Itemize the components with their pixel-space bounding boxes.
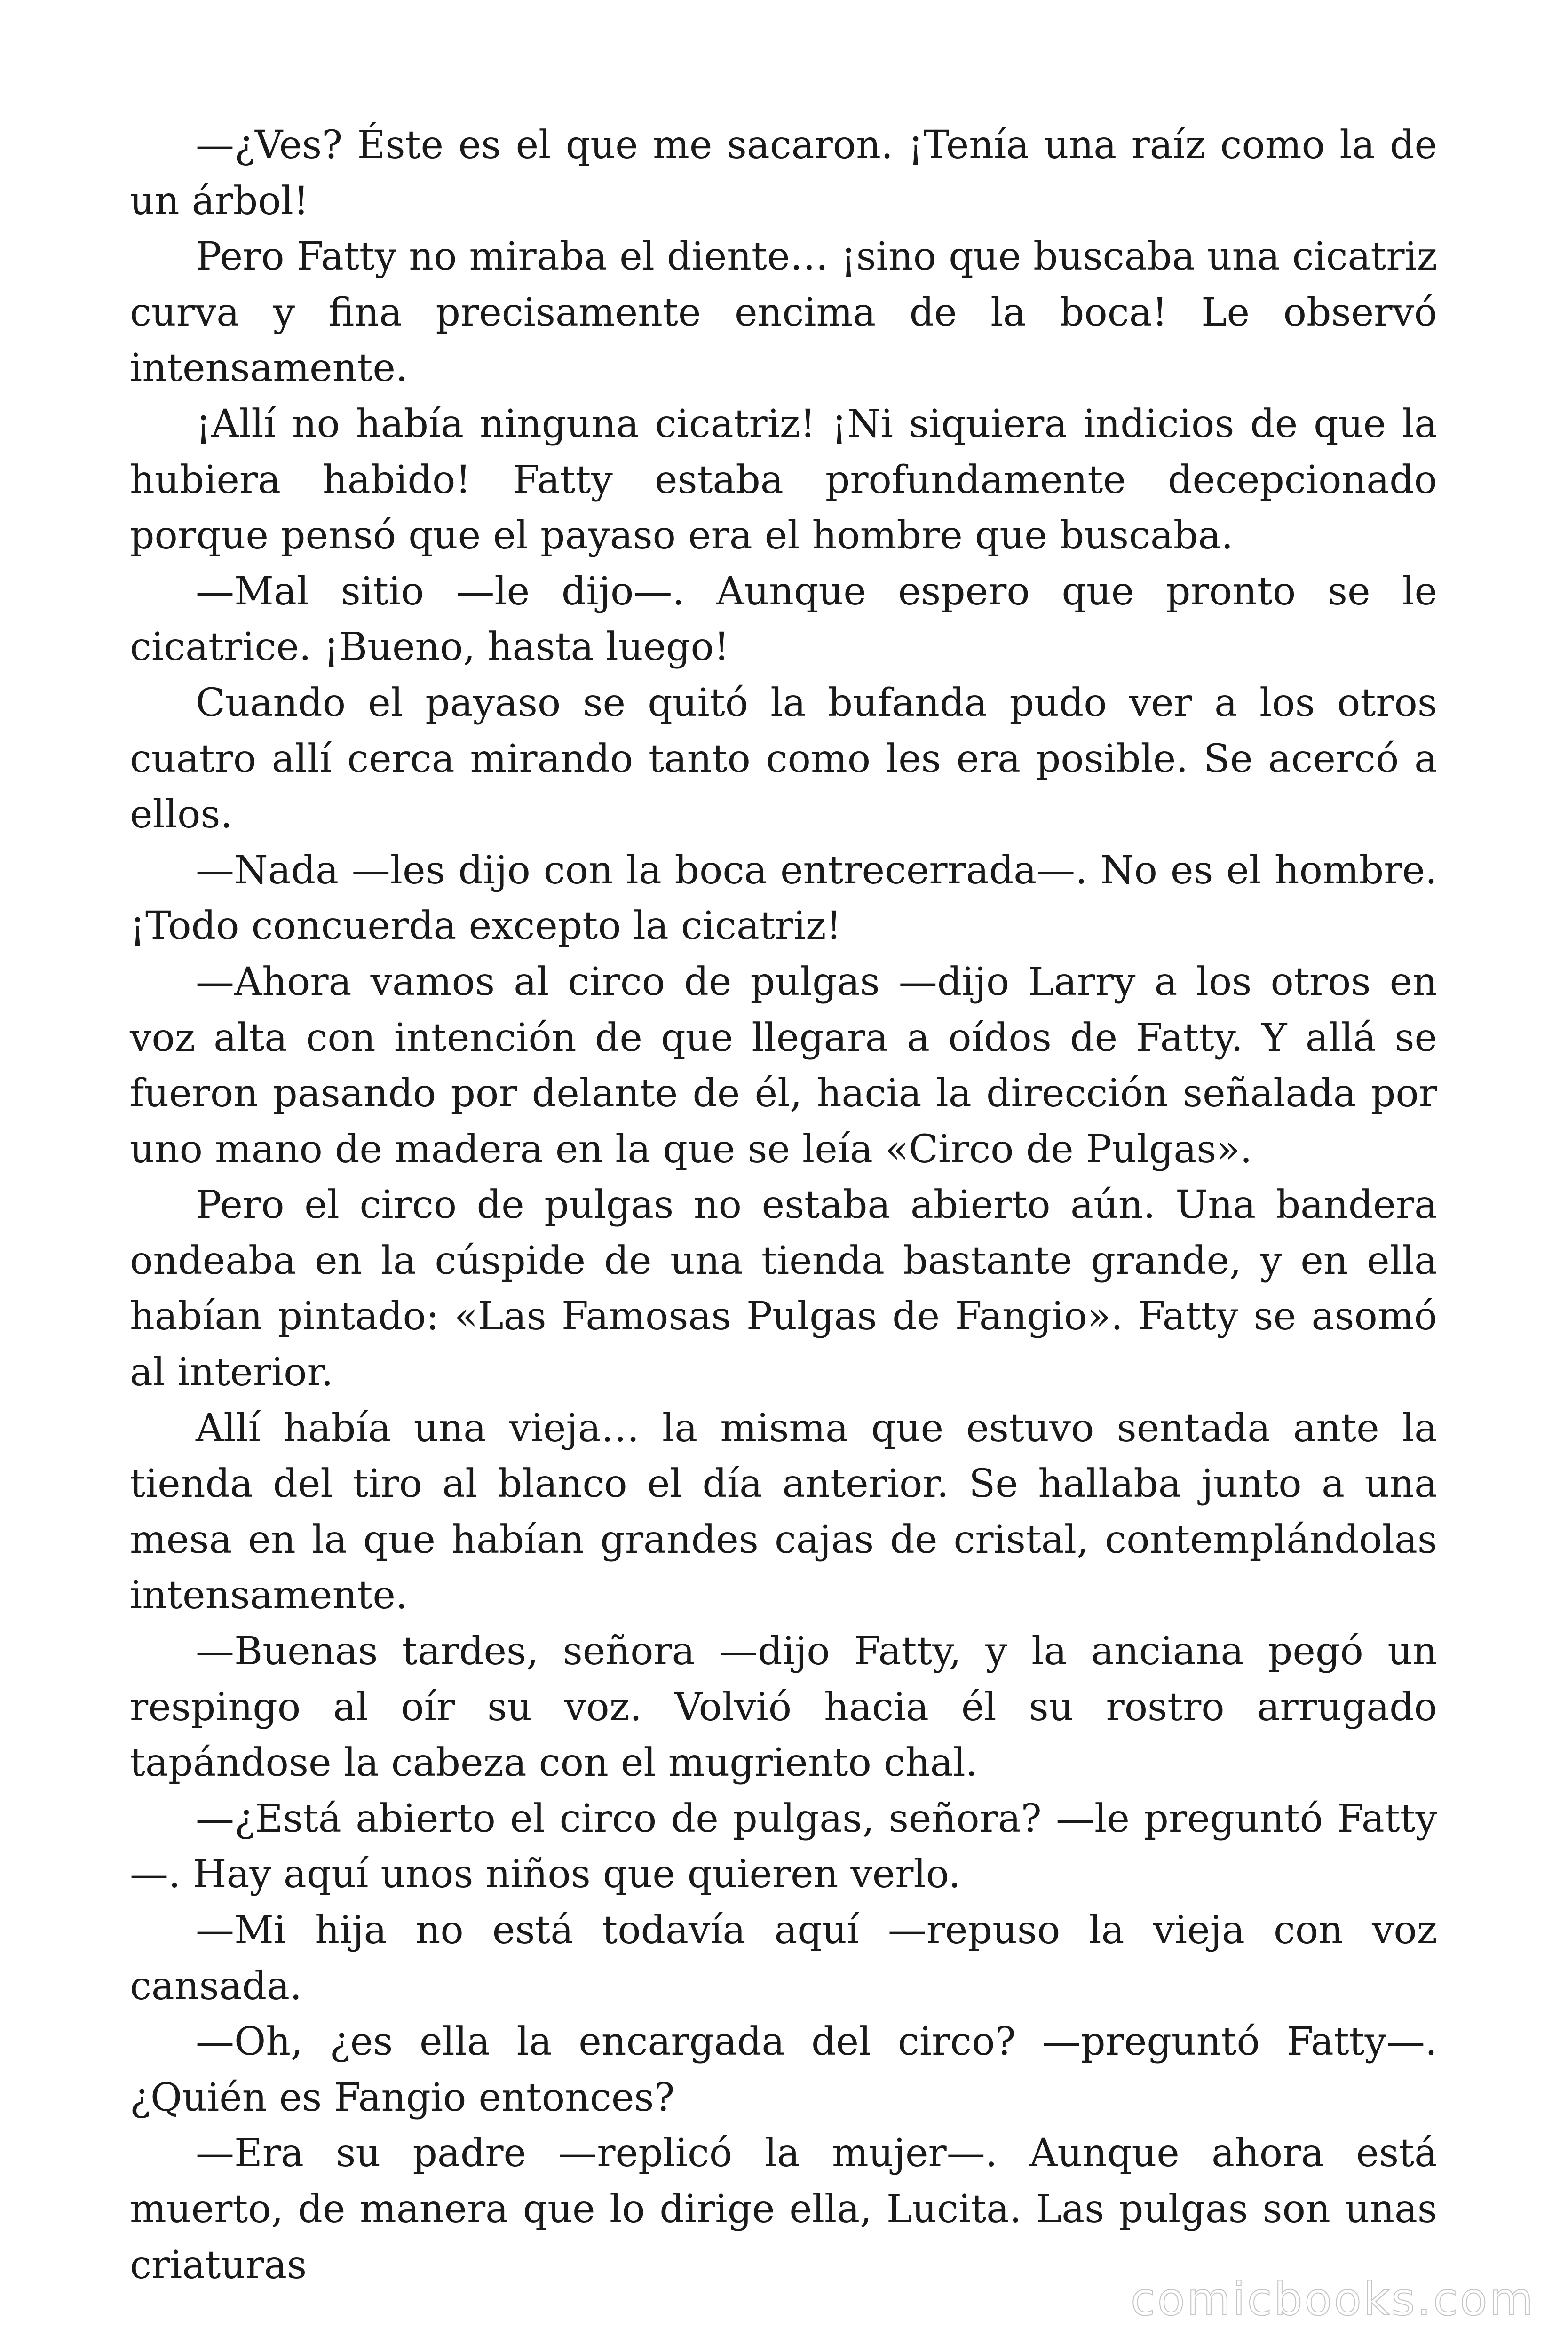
- paragraph-10: —Buenas tardes, señora —dijo Fatty, y la anciana pegó un respingo al oír su voz. Volvió hacia él su rostro arrugado tapándose la cabeza con el mugriento chal.: [130, 1629, 1437, 1786]
- paragraph-3: ¡Allí no había ninguna cicatriz! ¡Ni siquiera indicios de que la hubiera habido! Fatty estaba profundamente decepcionado porque pensó que el payaso era el hombre que buscaba.: [130, 401, 1437, 558]
- paragraph-8: Pero el circo de pulgas no estaba abierto aún. Una bandera ondeaba en la cúspide de una tienda bastante grande, y en ella habían pintado: «Las Famosas Pulgas de Fangio». Fatty se asomó al interior.: [130, 1183, 1437, 1395]
- paragraph-11: —¿Está abierto el circo de pulgas, señora? —le preguntó Fatty —. Hay aquí unos niños que quieren verlo.: [130, 1796, 1437, 1897]
- paragraph-2: Pero Fatty no miraba el diente… ¡sino que buscaba una cicatriz curva y fina precisamente encima de la boca! Le observó intensamente.: [130, 234, 1437, 391]
- watermark: comicbooks.com: [1130, 2273, 1535, 2326]
- paragraph-13: —Oh, ¿es ella la encargada del circo? —preguntó Fatty—. ¿Quién es Fangio entonces?: [130, 2019, 1437, 2120]
- paragraph-1: —¿Ves? Éste es el que me sacaron. ¡Tenía una raíz como la de un árbol!: [130, 123, 1437, 223]
- paragraph-14: —Era su padre —replicó la mujer—. Aunque ahora está muerto, de manera que lo dirige ella, Lucita. Las pulgas son unas criaturas: [130, 2131, 1437, 2288]
- paragraph-4: —Mal sitio —le dijo—. Aunque espero que pronto se le cicatrice. ¡Bueno, hasta luego!: [130, 569, 1437, 670]
- paragraph-6: —Nada —les dijo con la boca entrecerrada—. No es el hombre. ¡Todo concuerda excepto la cicatriz!: [130, 848, 1437, 949]
- page-text: [130, 118, 1437, 2293]
- paragraph-12: —Mi hija no está todavía aquí —repuso la vieja con voz cansada.: [130, 1908, 1437, 2009]
- paragraph-7: —Ahora vamos al circo de pulgas —dijo Larry a los otros en voz alta con intención de que llegara a oídos de Fatty. Y allá se fueron pasando por delante de él, hacia la dirección señalada por uno mano de madera en la que se leía «Circo de Pulgas».: [130, 959, 1437, 1172]
- paragraph-5: Cuando el payaso se quitó la bufanda pudo ver a los otros cuatro allí cerca mirando tanto como les era posible. Se acercó a ellos.: [130, 680, 1437, 837]
- paragraph-9: Allí había una vieja… la misma que estuvo sentada ante la tienda del tiro al blanco el día anterior. Se hallaba junto a una mesa en la que habían grandes cajas de cristal, contemplándolas intensamente.: [130, 1406, 1437, 1618]
